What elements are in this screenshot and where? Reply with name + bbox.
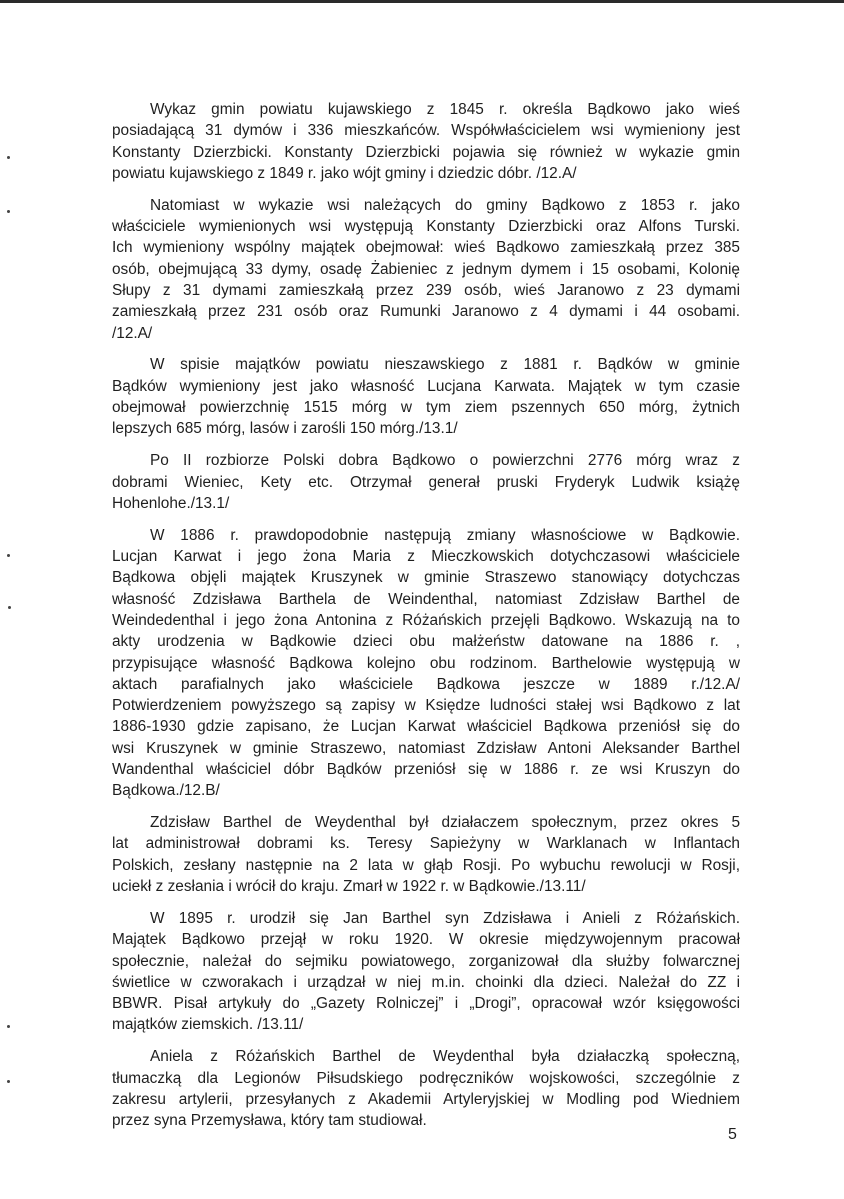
text-line: akty urodzenia w Bądkowie dzieci obu małżeństw datowane na 1886 r. , xyxy=(112,633,740,651)
paragraph xyxy=(112,450,740,514)
paragraph xyxy=(112,908,740,1036)
text-line: W 1886 r. prawdopodobnie następują zmiany własnościowe w Bądkowie. xyxy=(150,526,740,544)
paragraph xyxy=(112,812,740,897)
text-line: Lucjan Karwat i jego żona Maria z Mieczkowskich dotychczasowi właściciele xyxy=(112,548,740,566)
paragraph xyxy=(112,354,740,439)
page-number: 5 xyxy=(728,1126,737,1143)
text-line: aktach parafialnych jako właściciele Bądkowa jeszcze w 1889 r./12.A/ xyxy=(112,675,740,693)
scan-mark xyxy=(7,210,10,213)
text-line: własność Zdzisława Barthela de Weindenthal, natomiast Zdzisław Barthel de xyxy=(112,590,740,608)
text-line: Potwierdzeniem powyższego są zapisy w Księdze ludności stałej wsi Bądkowo z lat xyxy=(112,697,740,715)
text-line: społecznie, należał do sejmiku powiatowego, zorganizował dla służby folwarcznej xyxy=(112,952,740,970)
text-line: zamieszkałą przez 231 osób oraz Rumunki Jaranowo z 4 dymami i 44 osobami. xyxy=(112,303,740,321)
text-line: Weindedenthal i jego żona Antonina z Różańskich przejęli Bądkowo. Wskazują na to xyxy=(112,611,740,629)
text-line: majątków ziemskich. /13.11/ xyxy=(112,1016,304,1034)
text-line: Zdzisław Barthel de Weydenthal był działaczem społecznym, przez okres 5 xyxy=(150,814,740,832)
text-line: Słupy z 31 dymami zamieszkałą przez 239 osób, wieś Jaranowo z 23 dymami xyxy=(112,281,740,299)
text-line: obejmował powierzchnię 1515 mórg w tym ziem pszennych 650 mórg, żytnich xyxy=(112,399,740,417)
paragraph xyxy=(112,195,740,344)
text-line: Bądków wymieniony jest jako własność Lucjana Karwata. Majątek w tym czasie xyxy=(112,377,740,395)
text-line: W spisie majątków powiatu nieszawskiego z 1881 r. Bądków w gminie xyxy=(150,356,740,374)
paragraph xyxy=(112,99,740,184)
text-line: Bądkowa objęli majątek Kruszynek w gminie Straszewo stanowiący dotychczas xyxy=(112,569,740,587)
text-line: Aniela z Różańskich Barthel de Weydenthal była działaczką społeczną, xyxy=(150,1048,740,1066)
text-line: Natomiast w wykazie wsi należących do gminy Bądkowo z 1853 r. jako xyxy=(150,196,740,214)
text-line: W 1895 r. urodził się Jan Barthel syn Zdzisława i Anieli z Różańskich. xyxy=(150,909,740,927)
scan-top-edge xyxy=(0,0,844,3)
text-line: powiatu kujawskiego z 1849 r. jako wójt gminy i dziedzic dóbr. /12.A/ xyxy=(112,164,577,182)
text-line: tłumaczką dla Legionów Piłsudskiego podręczników wojskowości, szczególnie z xyxy=(112,1069,740,1087)
scan-mark xyxy=(8,606,11,609)
text-line: Bądkowa./12.B/ xyxy=(112,782,220,800)
text-line: Majątek Bądkowo przejął w roku 1920. W okresie międzywojennym pracował xyxy=(112,931,740,949)
text-line: Konstanty Dzierzbicki. Konstanty Dzierzbicki pojawia się również w wykazie gmin xyxy=(112,143,740,161)
text-line: osób, obejmującą 33 dymy, osadę Żabieniec z jednym dymem i 15 osobami, Kolonię xyxy=(112,260,740,278)
scan-mark xyxy=(7,1025,10,1028)
text-line: właściciele wymienionych wsi występują Konstanty Dzierzbicki oraz Alfons Turski. xyxy=(112,218,740,236)
text-line: wsi Kruszynek w gminie Straszewo, natomiast Zdzisław Antoni Aleksander Barthel xyxy=(112,739,740,757)
text-line: lat administrował dobrami ks. Teresy Sapieżyny w Warklanach w Inflantach xyxy=(112,835,740,853)
text-line: lepszych 685 mórg, lasów i zarośli 150 mórg./13.1/ xyxy=(112,420,458,438)
text-line: 1886-1930 gdzie zapisano, że Lucjan Karwat właściciel Bądkowa przeniósł się do xyxy=(112,718,740,736)
text-line: Wandenthal właściciel dóbr Bądków przeniósł się w 1886 r. ze wsi Kruszyn do xyxy=(112,760,740,778)
text-line: Wykaz gmin powiatu kujawskiego z 1845 r. określa Bądkowo jako wieś xyxy=(150,101,740,118)
text-line: uciekł z zesłania i wrócił do kraju. Zmarł w 1922 r. w Bądkowie./13.11/ xyxy=(112,878,586,896)
text-line: dobrami Wieniec, Kety etc. Otrzymał generał pruski Fryderyk Ludwik książę xyxy=(112,473,740,491)
scan-mark xyxy=(7,156,10,159)
document-body xyxy=(112,99,740,1142)
text-line: przez syna Przemysława, który tam studiował. xyxy=(112,1112,427,1130)
text-line: przypisujące własność Bądkowa kolejno obu rodzinom. Barthelowie występują w xyxy=(112,654,740,672)
text-line: świetlice w czworakach i urządzał w niej m.in. choinki dla dzieci. Należał do ZZ i xyxy=(112,973,740,991)
text-line: Po II rozbiorze Polski dobra Bądkowo o powierzchni 2776 mórg wraz z xyxy=(150,452,740,470)
text-line: BBWR. Pisał artykuły do „Gazety Rolniczej” i „Drogi”, opracował wzór księgowości xyxy=(112,995,740,1013)
paragraph xyxy=(112,525,740,802)
text-line: zakresu artylerii, przesyłanych z Akademii Artyleryjskiej w Modling pod Wiedniem xyxy=(112,1090,740,1108)
paragraph xyxy=(112,1046,740,1131)
text-line: posiadającą 31 dymów i 336 mieszkańców. Współwłaścicielem wsi wymieniony jest xyxy=(112,122,740,140)
scan-mark xyxy=(7,554,10,557)
text-line: /12.A/ xyxy=(112,324,153,342)
text-line: Polskich, zesłany następnie na 2 lata w głąb Rosji. Po wybuchu rewolucji w Rosji, xyxy=(112,856,740,874)
text-line: Ich wymieniony wspólny majątek obejmował: wieś Bądkowo zamieszkałą przez 385 xyxy=(112,239,740,257)
text-line: Hohenlohe./13.1/ xyxy=(112,494,230,512)
scan-mark xyxy=(7,1080,10,1083)
